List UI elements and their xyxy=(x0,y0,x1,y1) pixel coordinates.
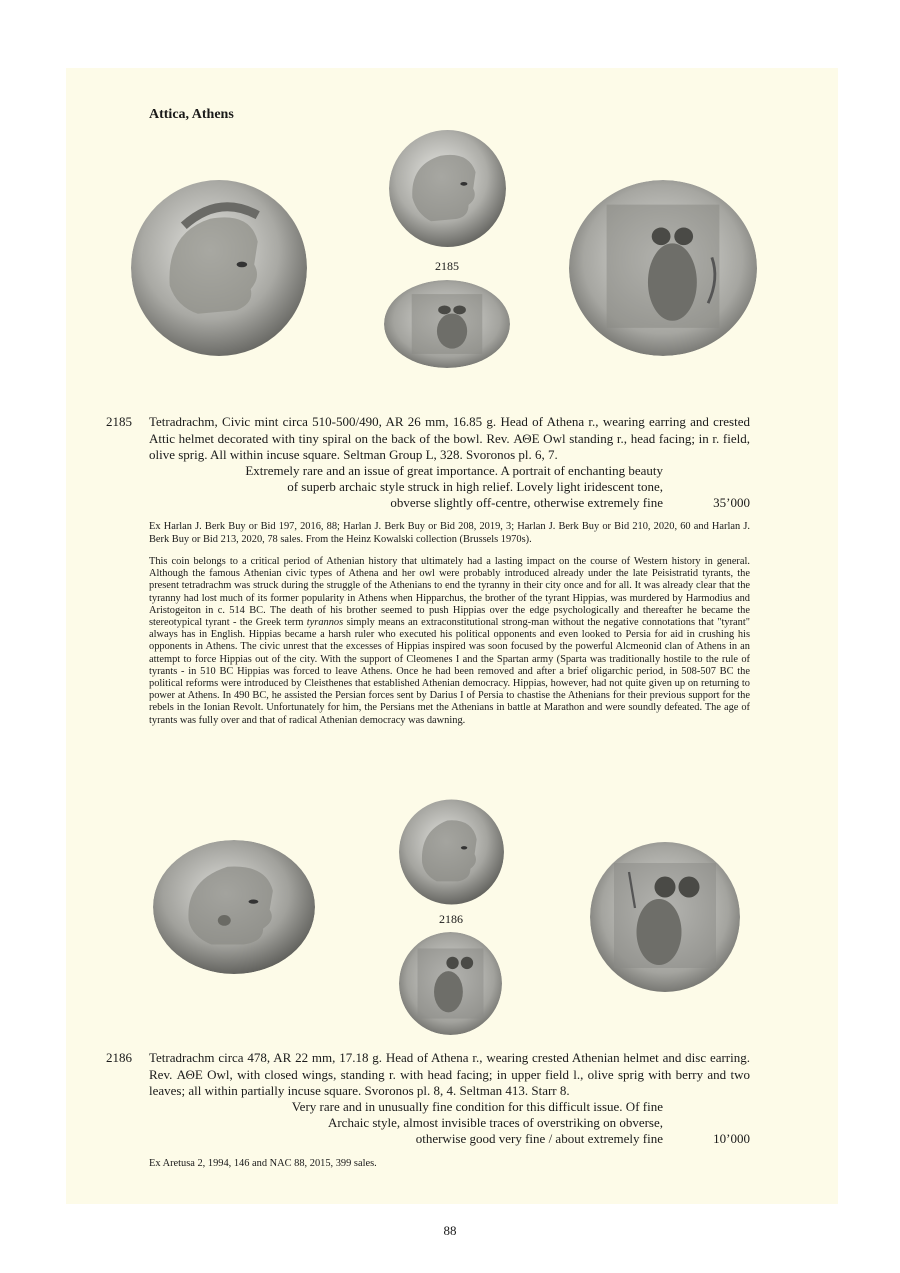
lot-2186-provenance: Ex Aretusa 2, 1994, 146 and NAC 88, 2015, 399 sales. xyxy=(149,1158,377,1169)
lot-2185-price: 35’000 xyxy=(713,495,750,510)
lot-2186-evaluation-3: otherwise good very fine / about extremely fine xyxy=(415,1131,663,1146)
athena-head-icon xyxy=(389,128,506,249)
coin-2186-obverse-large xyxy=(153,840,315,974)
page-number: 88 xyxy=(443,1223,457,1238)
lot-2185-image-label: 2185 xyxy=(435,259,459,273)
coin-2186-reverse-small xyxy=(399,932,502,1035)
coin-2185-obverse-large xyxy=(131,178,307,358)
owl-icon xyxy=(399,932,502,1035)
lot-2185-description: Tetradrachm, Civic mint circa 510-500/490, AR 26 mm, 16.85 g. Head of Athena r., wearing earring and crested Attic helmet decorated with tiny spiral on the back of the bowl. Rev. ΑΘΕ Owl standing r., head facing; in r. field, olive sprig. All within incuse square. Seltman Group L, 328. Svoronos pl. 6, 7. xyxy=(149,414,750,462)
lot-2186-description: Tetradrachm circa 478, AR 22 mm, 17.18 g. Head of Athena r., wearing crested Athenian helmet and disc earring. Rev. ΑΘΕ Owl, with closed wings, standing r. with head facing; in upper field l., olive sprig with berry and two leaves; all within partially incuse square. Svoronos pl. 8, 4. Seltman 413. Starr 8. xyxy=(149,1050,750,1098)
owl-icon xyxy=(569,180,757,356)
lot-2185-evaluation-1: Extremely rare and an issue of great importance. A portrait of enchanting beauty xyxy=(245,463,663,478)
coin-2186-reverse-large xyxy=(590,840,740,994)
lot-2186-price: 10’000 xyxy=(713,1131,750,1146)
owl-icon xyxy=(590,840,740,994)
section-title: Attica, Athens xyxy=(149,107,234,122)
lot-2185-evaluation-3: obverse slightly off-centre, otherwise extremely fine xyxy=(390,495,663,510)
athena-head-icon xyxy=(153,840,315,974)
note-text: simply means an extraconstitutional strong-man without the negative connotations that "tyrant" always has in English. Hippias became a harsh ruler who executed his political opponents and even looked to Persia for aid in crushing his opponents in Athens. The civic unrest that the excesses of Hippias inspired was soon focused by the powerful Alcmeonid clan of Athens in an attempt to force Hippias out of the city. With the support of Cleomenes I and the Spartan army (Sparta was traditionally hostile to the rule of tyrants - in 510 BC Hippias was forced to leave Athens. Once he had been removed and after a brief oligarchic period, in 508-507 BC the political reforms were introduced by Cleisthenes that established Athenian democracy. Hippias, however, had not quite given up on returning to power at Athens. In 490 BC, he assisted the Persian forces sent by Darius I of Persia to chastise the Athenians for their previous support for the rebels in the Ionian Revolt. Unfortunately for him, the Persians met the Athenians in battle at Marathon and were soundly defeated. The age of tyrants was fully over and that of radical Athenian democracy was dawning. xyxy=(149,617,750,726)
coin-2185-obverse-small xyxy=(389,128,506,249)
note-italic-term: tyrannos xyxy=(306,617,344,629)
lot-2185-evaluation-2: of superb archaic style struck in high relief. Lovely light iridescent tone, xyxy=(287,479,663,494)
athena-head-icon xyxy=(131,178,307,358)
note-text: This coin belongs to a critical period of Athenian history that ultimately had a lasting impact on the course of Western history in general. Although the famous Athenian civic types of Athena and her owl were probably introduced already under the late Peisistratid tyrants, the present tetradrachm was struck during the struggle of the Athenians to end the tyranny in their city once and for all. It was already clear that the tyranny had lost much of its former popularity in Athens when Hipparchus, the brother of the tyrant Hippias, was murdered by Harmodius and Aristogeiton in c. 514 BC. The death of his brother seemed to push Hippias over the edge psychologically and thereafter he became the stereotypical tyrant - the Greek term xyxy=(149,556,750,629)
coin-2186-obverse-small xyxy=(399,799,504,905)
owl-icon xyxy=(384,280,510,368)
lot-2186-image-label: 2186 xyxy=(439,912,463,926)
lot-2186-number: 2186 xyxy=(106,1050,132,1065)
lot-2186-evaluation-1: Very rare and in unusually fine condition for this difficult issue. Of fine xyxy=(291,1099,663,1114)
coin-2185-reverse-large xyxy=(569,180,757,356)
coin-2185-reverse-small xyxy=(384,280,510,368)
lot-2185-provenance: Ex Harlan J. Berk Buy or Bid 197, 2016, 88; Harlan J. Berk Buy or Bid 208, 2019, 3; Harlan J. Berk Buy or Bid 210, 2020, 60 and Harlan J. Berk Buy or Bid 213, 2020, 78 sales. From the Heinz Kowalski collection (Brussels 1970s). xyxy=(149,521,750,545)
lot-2185-historical-note xyxy=(149,556,750,727)
lot-2185-number: 2185 xyxy=(106,414,132,429)
athena-head-icon xyxy=(399,799,504,905)
lot-2186-evaluation-2: Archaic style, almost invisible traces of overstriking on obverse, xyxy=(327,1115,663,1130)
